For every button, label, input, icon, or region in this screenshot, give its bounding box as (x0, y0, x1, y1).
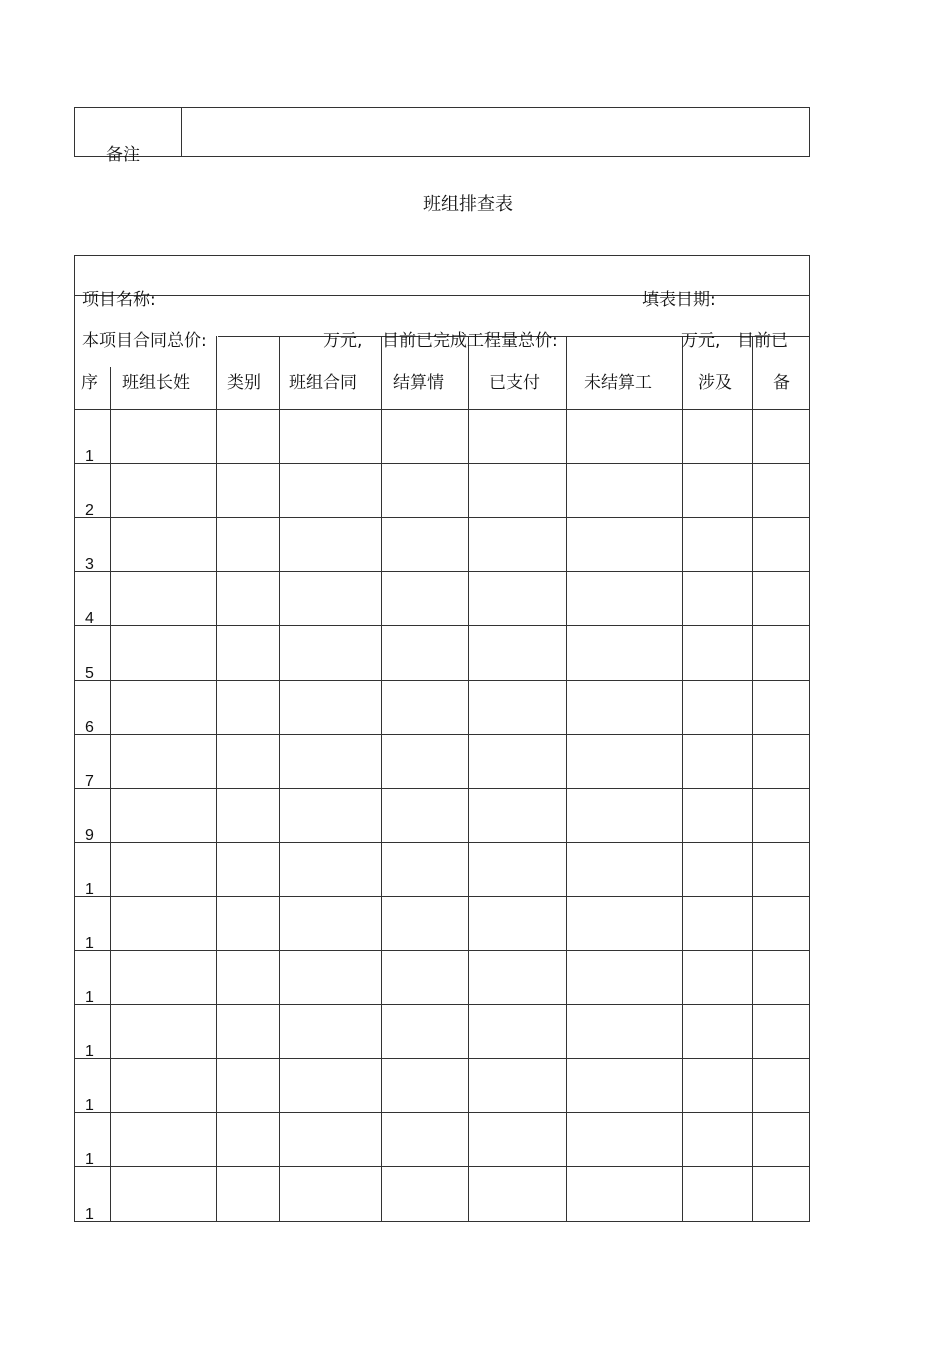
row-number: 9 (85, 827, 94, 844)
row-divider (74, 1166, 810, 1167)
row-number: 1 (85, 881, 94, 898)
fill-date-label: 填表日期: (642, 290, 716, 310)
row-divider (74, 788, 810, 789)
header-settlement: 结算情 (393, 373, 444, 393)
row-number: 5 (85, 665, 94, 682)
row-divider (74, 1058, 810, 1059)
header-seq: 序 (81, 373, 98, 393)
header-category: 类别 (227, 373, 261, 393)
row-number: 1 (85, 1043, 94, 1060)
row-divider (74, 625, 810, 626)
header-remark: 备 (773, 373, 790, 393)
row-number: 1 (85, 1097, 94, 1114)
row-number: 7 (85, 773, 94, 790)
row-divider (74, 571, 810, 572)
contract-total-label: 本项目合同总价: (82, 331, 207, 351)
row-divider (74, 463, 810, 464)
row-number: 1 (85, 935, 94, 952)
current-label: 目前已 (737, 331, 788, 351)
row-number: 4 (85, 610, 94, 627)
page-title: 班组排查表 (423, 194, 513, 215)
header-involved: 涉及 (698, 373, 732, 393)
header-unsettled: 未结算工 (584, 373, 652, 393)
row-divider (74, 680, 810, 681)
header-leader-name: 班组长姓 (122, 373, 190, 393)
row-number: 1 (85, 1206, 94, 1223)
row-divider (74, 517, 810, 518)
row-number: 1 (85, 989, 94, 1006)
unit-label-2: 万元, (681, 331, 721, 351)
row-divider (74, 1221, 810, 1222)
row-divider (74, 734, 810, 735)
row-number: 3 (85, 556, 94, 573)
row-number: 2 (85, 502, 94, 519)
row-divider (74, 950, 810, 951)
row-number: 6 (85, 719, 94, 736)
header-paid: 已支付 (489, 373, 540, 393)
unit-label-1: 万元, (323, 331, 363, 351)
row-divider (74, 842, 810, 843)
row-divider (74, 896, 810, 897)
completed-total-label: 目前已完成工程量总价: (382, 331, 558, 351)
row-number: 1 (85, 448, 94, 465)
remark-label: 备注 (106, 145, 140, 165)
project-name-label: 项目名称: (82, 290, 156, 310)
row-number: 1 (85, 1151, 94, 1168)
header-divider (74, 409, 810, 410)
row-divider (74, 1004, 810, 1005)
row-divider (74, 1112, 810, 1113)
header-team-contract: 班组合同 (289, 373, 357, 393)
